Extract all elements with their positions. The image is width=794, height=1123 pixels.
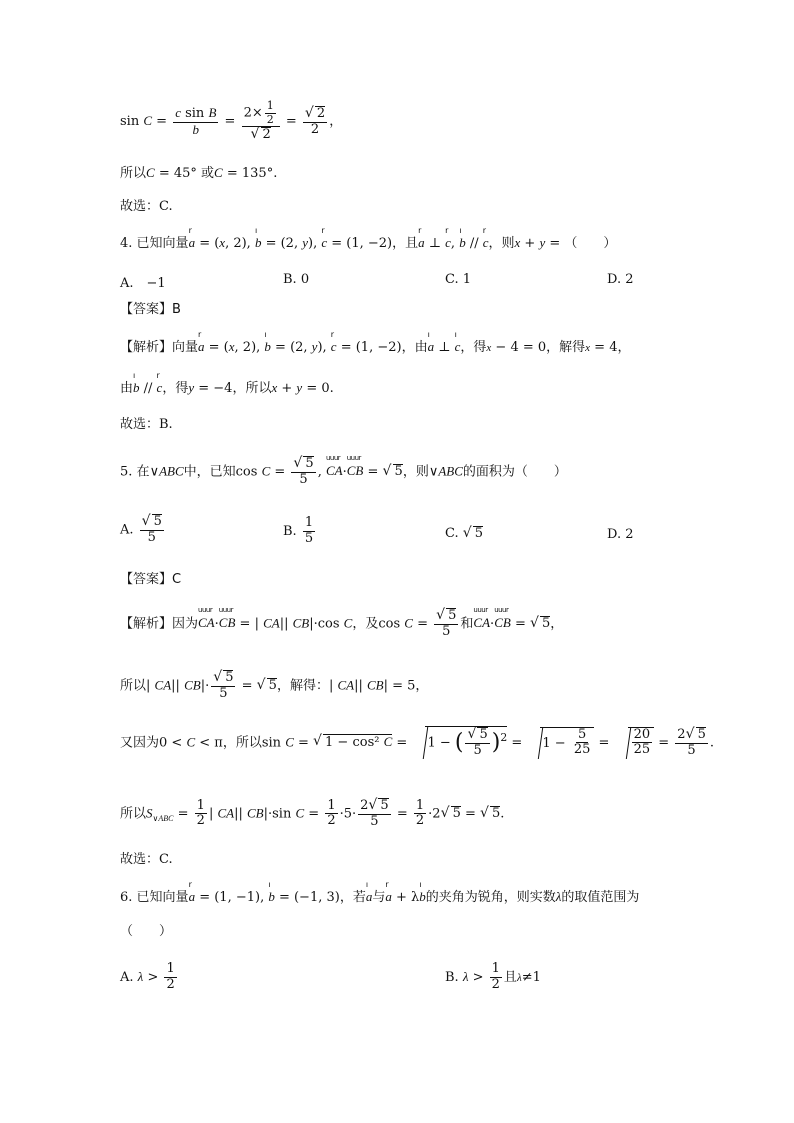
question-5: 5. 在∨ABC中，已知cos C = √ $\frac{5}{5}$ , uuur CA·uuur CB = √ 5，则∨ABC的面积为（ ） bbox=[120, 456, 567, 488]
q5-option-c: C. √ 5 bbox=[445, 526, 483, 542]
question-4: 4. 已知向量r a = (x, 2), ı b = (2, y), r c = (1, −2)，且r a ⊥ r c, ı b // r c，则x + y = （ ） bbox=[120, 236, 616, 250]
q4-option-c: C. 1 bbox=[445, 272, 472, 287]
q6-option-b: B. λ > $\frac{1}{2}$ 且λ≠1 bbox=[445, 961, 541, 992]
q6-paren: （ ） bbox=[120, 924, 173, 939]
q4-answer: 【答案】B bbox=[120, 302, 181, 317]
question-6: 6. 已知向量r a = (1, −1), ı b = (−1, 3)，若ı a与r a + λı b的夹角为锐角，则实数λ的取值范围为 bbox=[120, 890, 639, 904]
choose-c-2: 故选：C. bbox=[120, 852, 173, 867]
sin-c-formula: sin C = $\frac{\text{c sin B}}{b}$ = 2× $\frac{1}{2}$ √ 2 = √ $\frac{2}{2}$ ， bbox=[120, 100, 342, 143]
q4-analysis-2: 由ı b // r c，得y = −4，所以x + y = 0. bbox=[120, 381, 334, 395]
q5-option-d: D. 2 bbox=[607, 527, 634, 542]
q6-option-a: A. λ > $\frac{1}{2}$ bbox=[120, 961, 175, 992]
q5-analysis-3: 又因为0 < C < π，所以sin C = √ 1 − cos² C = 1 − ( √ $\frac{5}{5}$ )$^2$ = 1 − $\frac{5}{25}$ = $\frac{20}{25}$ = $\frac{2√ 5}{5}$ . bbox=[120, 726, 714, 759]
q4-option-a: A. −1 bbox=[120, 276, 166, 291]
q5-option-a: A. √ $\frac{5}{5}$ bbox=[120, 514, 166, 546]
q4-option-b: B. 0 bbox=[283, 272, 310, 287]
c-value-line: 所以C = 45° 或C = 135°. bbox=[120, 165, 278, 181]
choose-b: 故选：B. bbox=[120, 417, 173, 432]
q5-analysis-1: 【解析】因为uuur CA·uuur CB = | CA|| CB|·cos C，及cos C = √ $\frac{5}{5}$ 和uuur CA·uuur CB = √ 5， bbox=[120, 608, 563, 640]
q4-option-d: D. 2 bbox=[607, 272, 634, 287]
q5-answer: 【答案】C bbox=[120, 572, 182, 587]
q5-option-b: B. $\frac{1}{5}$ bbox=[283, 515, 314, 546]
q5-analysis-4: 所以$S_{\vee ABC}$ = $\frac{1}{2}$ | CA|| CB|·sin C = $\frac{1}{2}$ ·5· $\frac{2√ 5}{5}$ = $\frac{1}{2}$ ·2√ 5 = √ 5. bbox=[120, 798, 504, 830]
choose-c-1: 故选：C. bbox=[120, 199, 173, 214]
q4-analysis: 【解析】向量r a = (x, 2), ı b = (2, y), r c = (1, −2)，由ı a ⊥ ı c，得x − 4 = 0，解得x = 4， bbox=[120, 340, 630, 354]
q5-analysis-2: 所以| CA|| CB|· √ $\frac{5}{5}$ = √ 5，解得：| CA|| CB| = 5， bbox=[120, 670, 428, 702]
